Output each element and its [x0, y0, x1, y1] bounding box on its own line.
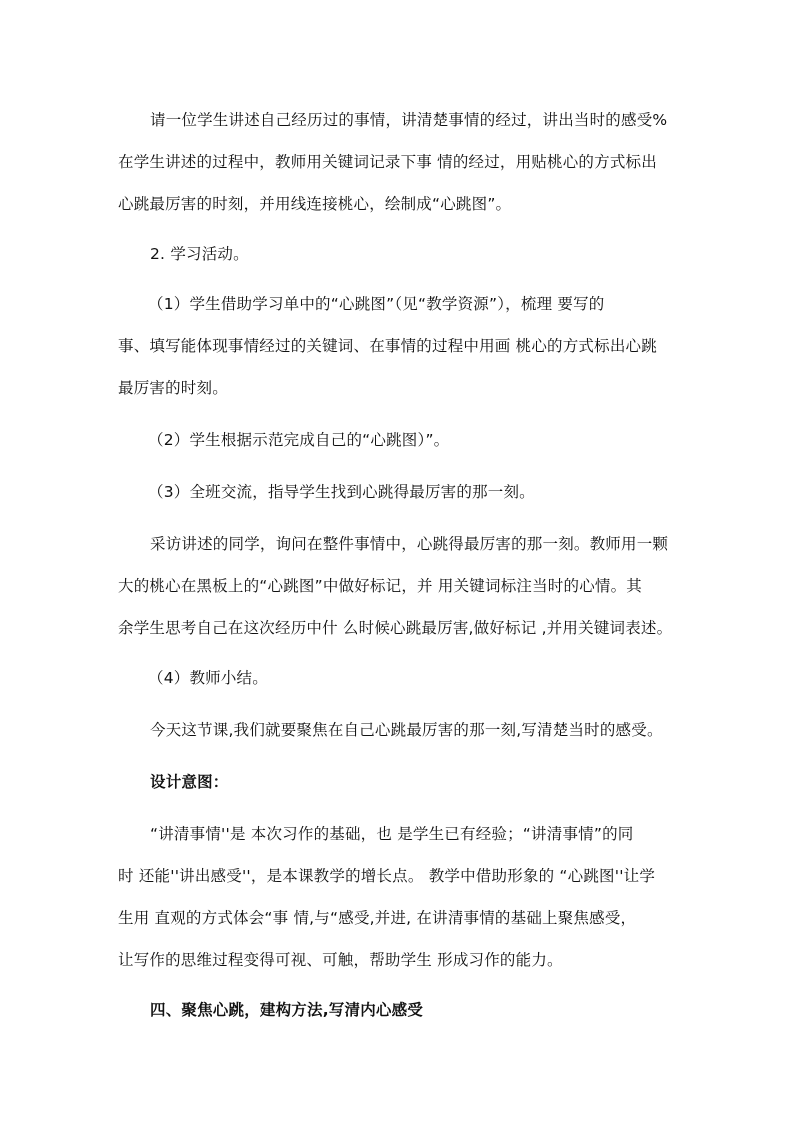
paragraph-line-16: “讲清事情''是 本次习作的基础，也 是学生已有经验；“讲清事情”的同: [150, 825, 634, 843]
paragraph-line-2: 在学生讲述的过程中，教师用关键词记录下事 情的经过，用贴桃心的方式标出: [118, 153, 657, 171]
paragraph-line-17: 时 还能''讲出感受''，是本课教学的增长点。 教学中借助形象的 “心跳图''让学: [118, 867, 656, 885]
paragraph-line-1: 请一位学生讲述自己经历过的事情，讲清楚事情的经过，讲出当时的感受%: [150, 111, 668, 129]
paragraph-line-3: 心跳最厉害的时刻，并用线连接桃心，绘制成“心跳图”。: [118, 195, 512, 213]
paragraph-line-11: 大的桃心在黑板上的“心跳图”中做好标记，并 用关键词标注当时的心情。其: [118, 577, 642, 595]
paragraph-line-5: （1）学生借助学习单中的“心跳图”（见“教学资源”），梳理 要写的: [148, 295, 605, 313]
paragraph-line-9: （3）全班交流，指导学生找到心跳得最厉害的那一刻。: [148, 483, 535, 501]
design-intent-heading: 设计意图：: [150, 773, 229, 791]
paragraph-line-6: 事、填写能体现事情经过的关键词、在事情的过程中用画 桃心的方式标出心跳: [118, 337, 657, 355]
paragraph-line-13: （4）教师小结。: [148, 669, 268, 687]
paragraph-line-7: 最厉害的时刻。: [118, 379, 228, 397]
paragraph-line-8: （2）学生根据示范完成自己的“心跳图）”。: [148, 431, 450, 449]
paragraph-line-19: 让写作的思维过程变得可视、可触，帮助学生 形成习作的能力。: [118, 951, 563, 969]
paragraph-line-18: 生用 直观的方式体会“事 情,与“感受,并进, 在讲清事情的基础上聚焦感受，: [118, 909, 637, 927]
paragraph-line-10: 采访讲述的同学，询问在整件事情中，心跳得最厉害的那一刻。教师用一颗: [150, 535, 669, 553]
paragraph-line-12: 余学生思考自己在这次经历中什 么时候心跳最厉害,做好标记 ,并用关键词表述。: [118, 619, 673, 637]
paragraph-line-14: 今天这节课,我们就要聚焦在自己心跳最厉害的那一刻,写清楚当时的感受。: [150, 721, 663, 739]
section-heading-learning-activity: 2. 学习活动。: [150, 245, 249, 263]
section-heading-four: 四、聚焦心跳，建构方法,写清内心感受: [150, 1001, 423, 1019]
